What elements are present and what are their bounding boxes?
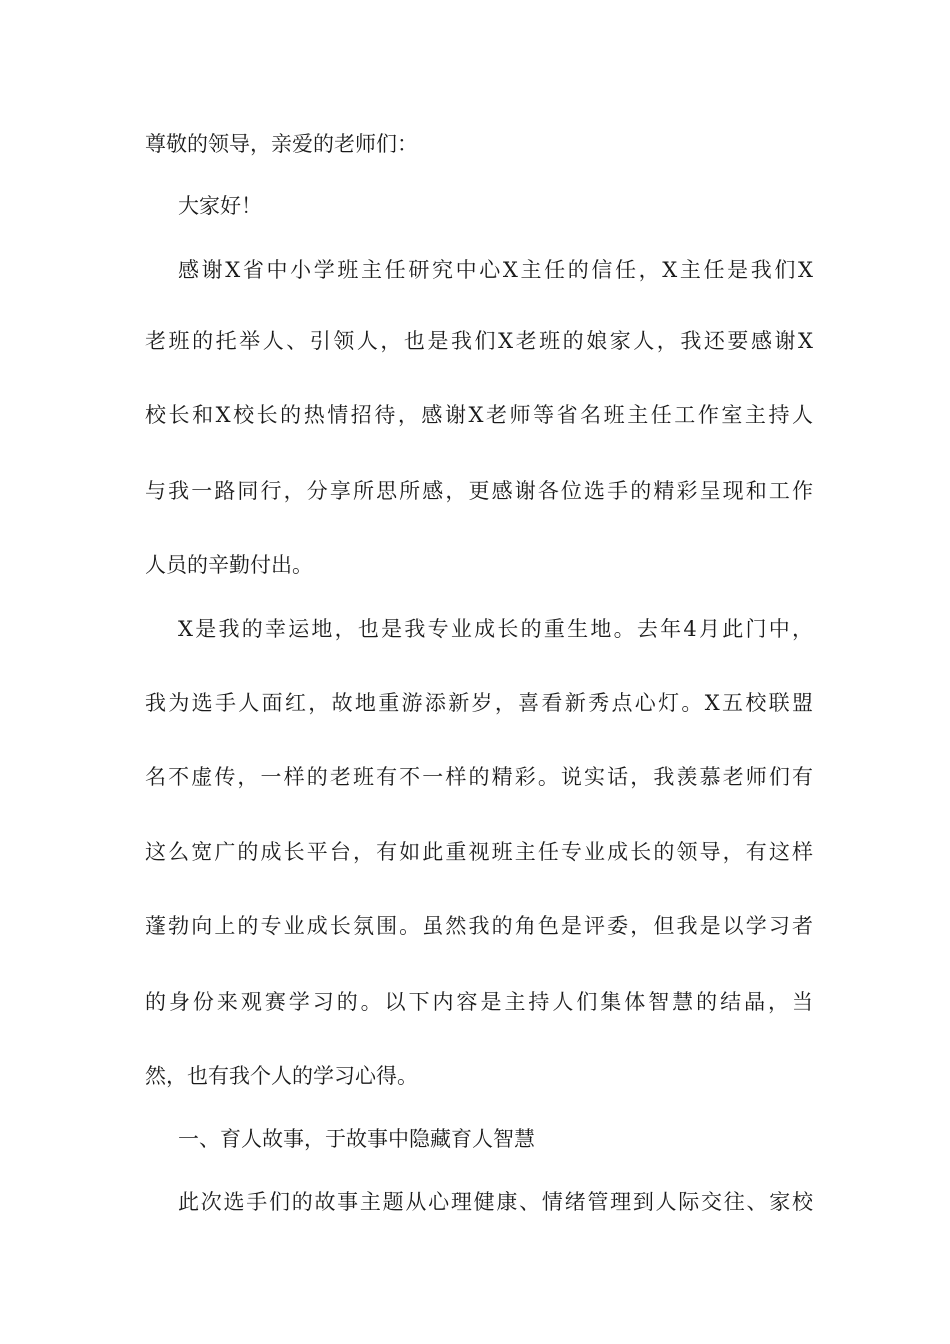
paragraph-1-line-4: 与我一路同行，分享所思所感，更感谢各位选手的精彩呈现和工作 bbox=[145, 479, 813, 503]
paragraph-2-line-3: 名不虚传，一样的老班有不一样的精彩。说实话，我羡慕老师们有 bbox=[145, 765, 813, 789]
paragraph-3-line-1: 此次选手们的故事主题从心理健康、情绪管理到人际交往、家校 bbox=[178, 1190, 813, 1214]
paragraph-2-line-6: 的身份来观赛学习的。以下内容是主持人们集体智慧的结晶，当 bbox=[145, 990, 813, 1014]
paragraph-1-line-1: 感谢X省中小学班主任研究中心X主任的信任，X主任是我们X bbox=[178, 258, 813, 282]
paragraph-2-line-2: 我为选手人面红，故地重游添新岁，喜看新秀点心灯。X五校联盟 bbox=[145, 691, 813, 715]
paragraph-1-line-3: 校长和X校长的热情招待，感谢X老师等省名班主任工作室主持人 bbox=[145, 403, 813, 427]
greeting-line: 大家好！ bbox=[178, 194, 262, 218]
paragraph-1-line-2: 老班的托举人、引领人，也是我们X老班的娘家人，我还要感谢X bbox=[145, 329, 813, 353]
section-heading-1: 一、育人故事，于故事中隐藏育人智慧 bbox=[178, 1127, 535, 1151]
paragraph-2-line-1: X是我的幸运地，也是我专业成长的重生地。去年4月此门中， bbox=[178, 617, 813, 641]
paragraph-1-line-5: 人员的辛勤付出。 bbox=[145, 553, 313, 577]
paragraph-2-line-5: 蓬勃向上的专业成长氛围。虽然我的角色是评委，但我是以学习者 bbox=[145, 914, 813, 938]
paragraph-2-line-4: 这么宽广的成长平台，有如此重视班主任专业成长的领导，有这样 bbox=[145, 840, 813, 864]
salutation-line: 尊敬的领导，亲爱的老师们： bbox=[145, 132, 418, 156]
paragraph-2-line-7: 然，也有我个人的学习心得。 bbox=[145, 1064, 418, 1088]
